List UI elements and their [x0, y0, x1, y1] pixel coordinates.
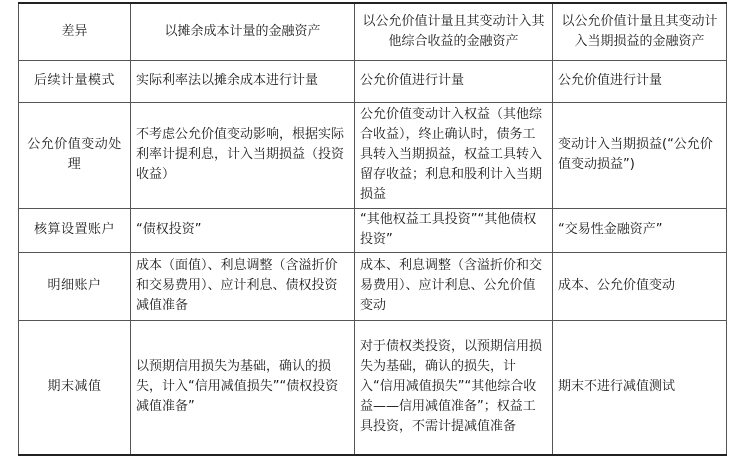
header-difference: 差异: [19, 3, 131, 60]
cell-fvoci: “其他权益工具投资”“其他债权投资”: [355, 208, 553, 252]
header-fvoci: 以公允价值计量且其变动计入其他综合收益的金融资产: [355, 3, 553, 60]
row-label-subsequent-measurement: 后续计量模式: [19, 60, 131, 102]
cell-amortized-cost: 成本（面值）、利息调整（含溢折价和交易费用）、应计利息、债权投资减值准备: [131, 252, 355, 320]
table-row: [19, 208, 727, 252]
row-label-accounts: 核算设置账户: [19, 208, 131, 252]
cell-amortized-cost: 以预期信用损失为基础，确认的损失，计入“信用减值损失”“债权投资减值准备”: [131, 320, 355, 455]
cell-fvtpl: 成本、公允价值变动: [553, 252, 727, 320]
cell-fvtpl: 变动计入当期损益(“公允价值变动损益”): [553, 102, 727, 208]
header-fvtpl: 以公允价值计量且其变动计入当期损益的金融资产: [553, 3, 727, 60]
row-label-detail-accounts: 明细账户: [19, 252, 131, 320]
cell-fvoci: 成本、利息调整（含溢折价和交易费用）、应计利息、公允价值变动: [355, 252, 553, 320]
cell-fvoci: 公允价值进行计量: [355, 60, 553, 102]
table-row: [19, 60, 727, 102]
cell-fvoci: 公允价值变动计入权益（其他综合收益），终止确认时，债务工具转入当期损益，权益工具转入留存收益；利息和股利计入当期损益: [355, 102, 553, 208]
table-row: [19, 252, 727, 320]
table-row: [19, 102, 727, 208]
row-label-impairment: 期末减值: [19, 320, 131, 455]
cell-amortized-cost: 实际利率法以摊余成本进行计量: [131, 60, 355, 102]
row-label-fair-value-change: 公允价值变动处理: [19, 102, 131, 208]
cell-amortized-cost: “债权投资”: [131, 208, 355, 252]
cell-fvtpl: 期末不进行减值测试: [553, 320, 727, 455]
cell-fvtpl: 公允价值进行计量: [553, 60, 727, 102]
header-amortized-cost: 以摊余成本计量的金融资产: [131, 3, 355, 60]
cell-amortized-cost: 不考虑公允价值变动影响，根据实际利率计提利息，计入当期损益（投资收益）: [131, 102, 355, 208]
comparison-table: [18, 2, 727, 456]
comparison-table-wrapper: [18, 2, 726, 456]
cell-fvtpl: “交易性金融资产”: [553, 208, 727, 252]
cell-fvoci: 对于债权类投资，以预期信用损失为基础，确认的损失，计入“信用减值损失”“其他综合收益——信用减值准备”；权益工具投资，不需计提减值准备: [355, 320, 553, 455]
table-row: [19, 320, 727, 455]
header-row: [19, 3, 727, 60]
